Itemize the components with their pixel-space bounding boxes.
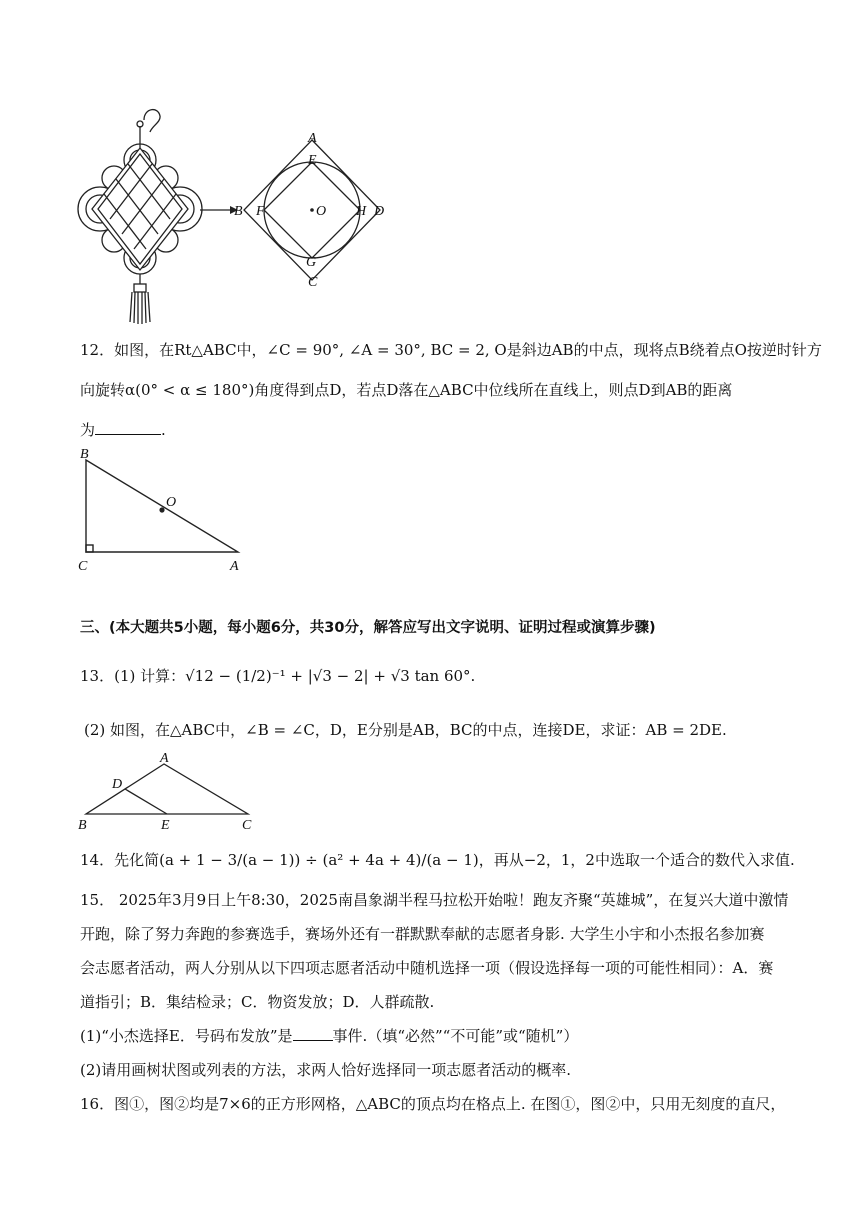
q15-line4: 道指引；B．集结检录；C．物资发放；D．人群疏散. [80, 993, 435, 1011]
label-B: B [234, 204, 243, 219]
answer-blank [95, 434, 161, 435]
q15-line3: 会志愿者活动，两人分别从以下四项志愿者活动中随机选择一项（假设选择每一项的可能性相同）：A．赛 [80, 959, 774, 977]
q12-line1: 12．如图，在Rt△ABC中，∠C = 90°, ∠A = 30°, BC = 2, O是斜边AB的中点，现将点B绕着点O按逆时针方 [80, 341, 822, 359]
label-B: B [80, 447, 89, 462]
label-G: G [306, 255, 317, 270]
q15-sub1-prefix: (1)“小杰选择E．号码布发放”是 [80, 1027, 293, 1045]
label-E: E [161, 818, 170, 833]
q15-sub1 [80, 1026, 578, 1046]
q14-suffix: ，再从−2，1，2中选取一个适合的数代入求值. [478, 851, 795, 869]
label-C: C [78, 559, 88, 574]
q16-line1: 16．图①，图②均是7×6的正方形网格，△ABC的顶点均在格点上. 在图①，图②中，只用无刻度的直尺， [80, 1095, 786, 1113]
label-F: F [256, 204, 265, 219]
q14-line [80, 850, 795, 870]
section3-heading: 三、(本大题共5小题，每小题6分，共30分，解答应写出文字说明、证明过程或演算步骤) [80, 620, 656, 636]
label-H: H [356, 204, 367, 219]
right-triangle-figure [76, 448, 266, 578]
label-C: C [242, 818, 252, 833]
label-D: D [374, 204, 385, 219]
answer-blank [293, 1040, 333, 1041]
label-A: A [308, 131, 317, 146]
q14-prefix: 14．先化简 [80, 851, 160, 869]
q13-part1 [80, 666, 475, 686]
q15-sub1-suffix: 事件.（填“必然”“不可能”或“随机”） [332, 1027, 579, 1045]
label-A: A [230, 559, 239, 574]
q12-line2: 向旋转α(0° < α ≤ 180°)角度得到点D，若点D落在△ABC中位线所在直线上，则点D到AB的距离 [80, 381, 733, 399]
q15-sub2: (2)请用画树状图或列表的方法，求两人恰好选择同一项志愿者活动的概率. [80, 1061, 572, 1079]
q13-part1-expr: √12 − (1/2)⁻¹ + |√3 − 2| + √3 tan 60°. [185, 667, 476, 685]
q14-expr: (a + 1 − 3/(a − 1)) ÷ (a² + 4a + 4)/(a − 1) [159, 851, 479, 869]
label-A: A [160, 751, 169, 766]
label-O: O [316, 204, 327, 219]
q15-line1: 15． 2025年3月9日上午8:30，2025南昌象湖半程马拉松开始啦！跑友齐聚“英雄城”，在复兴大道中激情 [80, 891, 789, 909]
q13-part2: (2) 如图，在△ABC中，∠B = ∠C，D，E分别是AB，BC的中点，连接DE，求证：AB = 2DE. [84, 721, 727, 739]
label-E: E [308, 153, 317, 168]
label-O: O [166, 495, 177, 510]
isosceles-triangle-figure [76, 752, 266, 832]
q13-part1-prefix: 13．(1) 计算： [80, 667, 186, 685]
q12-line3-prefix: 为 [80, 421, 96, 439]
label-D: D [112, 777, 123, 792]
q12-line3-suffix: . [161, 421, 166, 439]
knot-geometry-diagram [232, 130, 402, 290]
label-C: C [308, 275, 318, 290]
label-B: B [78, 818, 87, 833]
q15-line2: 开跑，除了努力奔跑的参赛选手，赛场外还有一群默默奉献的志愿者身影. 大学生小宇和小杰报名参加赛 [80, 925, 765, 943]
q12-line3 [80, 420, 166, 440]
